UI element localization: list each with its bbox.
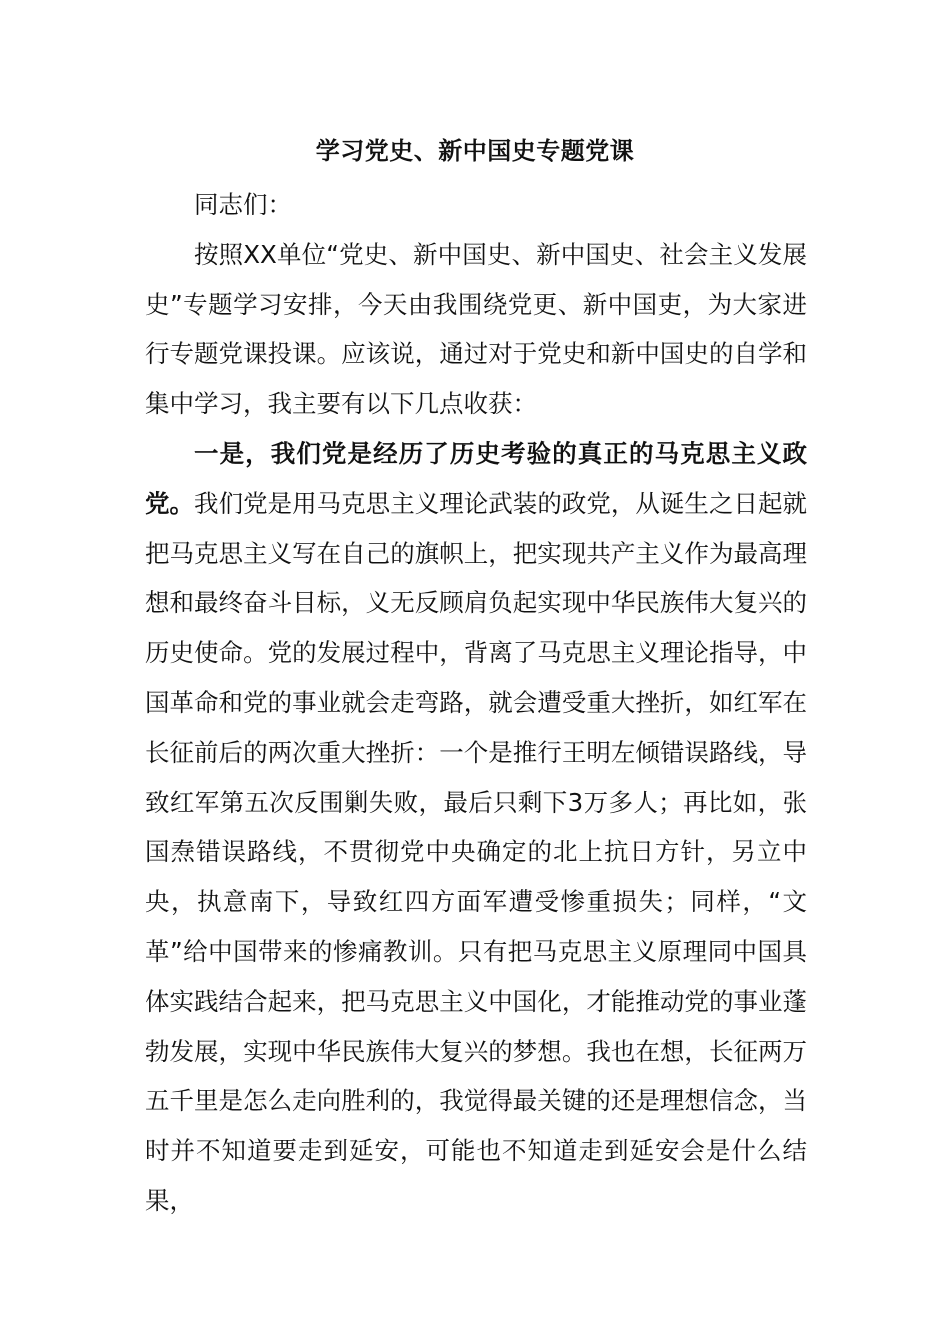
salutation: 同志们： bbox=[194, 190, 292, 219]
document-title: 学习党史、新中国史专题党课 bbox=[315, 137, 635, 165]
paragraph-intro-text: 按照XX单位“党史、新中国史、新中国史、社会主义发展史”专题学习安排，今天由我围绕党更、新中国吏，为大家进行专题党课投课。应该说，通过对于党史和新中国史的自学和集中学习，我主要有以下几点收获： bbox=[145, 239, 807, 419]
document-body bbox=[145, 180, 807, 1226]
paragraph-point-one-lead: 一是，我们党是经历了历史考验的真正的马克思主义政党。 bbox=[145, 438, 807, 518]
paragraph-point-one-text: 我们党是用马克思主义理论武装的政党，从诞生之日起就把马克思主义写在自己的旗帜上，把实现共产主义作为最高理想和最终奋斗目标，义无反顾肩负起实现中华民族伟大复兴的历史使命。党的发展过程中，背离了马克思主义理论指导，中国革命和党的事业就会走弯路，就会遭受重大挫折，如红军在长征前后的两次重大挫折：一个是推行王明左倾错误路线，导致红军第五次反围剿失败，最后只剩下3万多人；再比如，张国焘错误路线，不贯彻党中央确定的北上抗日方针，另立中央，执意南下，导致红四方面军遭受惨重损失；同样，“文革”给中国带来的惨痛教训。只有把马克思主义原理同中国具体实践结合起来，把马克思主义中国化，才能推动党的事业蓬勃发展，实现中华民族伟大复兴的梦想。我也在想，长征两万五千里是怎么走向胜利的，我觉得最关键的还是理想信念，当时并不知道要走到延安，可能也不知道走到延安会是什么结果， bbox=[145, 488, 808, 1215]
paragraph-point-one bbox=[145, 429, 807, 1226]
paragraph-intro bbox=[145, 230, 807, 429]
